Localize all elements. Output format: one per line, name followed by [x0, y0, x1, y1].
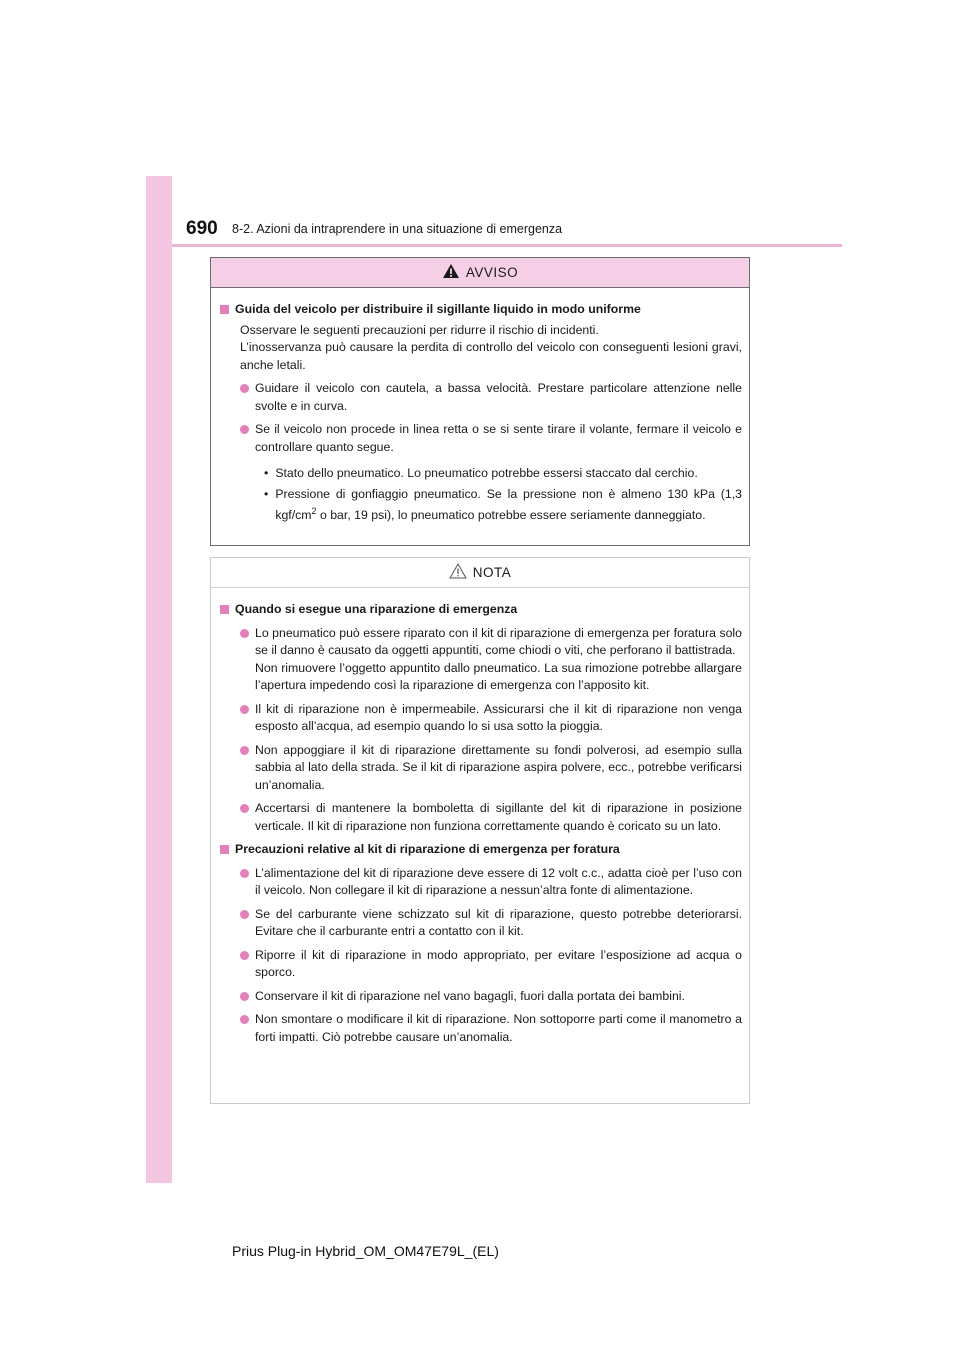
- warning-box-header: [211, 258, 749, 288]
- warning-bullet-2: Se il veicolo non procede in linea retta o se si sente tirare il volante, fermare il veicolo e controllare quanto segue.: [220, 421, 742, 456]
- side-color-band: [146, 176, 172, 1183]
- note-bullet-5: L’alimentazione del kit di riparazione deve essere di 12 volt c.c., adatta cioè per l’uso con il veicolo. Non collegare il kit di riparazione a nessun’altra fonte di alimentazione.: [220, 865, 742, 900]
- note-bullet-7: Riporre il kit di riparazione in modo appropriato, per evitare l’esposizione ad acqua o sporco.: [220, 947, 742, 982]
- circle-bullet-icon: [240, 804, 249, 813]
- circle-bullet-icon: [240, 746, 249, 755]
- footer-document-id: Prius Plug-in Hybrid_OM_OM47E79L_(EL): [232, 1243, 499, 1259]
- note-box-header: [211, 558, 749, 588]
- header-rule: [172, 244, 842, 247]
- note-bullet-8: Conservare il kit di riparazione nel vano bagagli, fuori dalla portata dei bambini.: [220, 988, 742, 1006]
- circle-bullet-icon: [240, 629, 249, 638]
- note-bullet-2: Il kit di riparazione non è impermeabile. Assicurarsi che il kit di riparazione non venga esposto all’acqua, ad esempio quando lo si usa sotto la pioggia.: [220, 701, 742, 736]
- circle-bullet-icon: [240, 869, 249, 878]
- warning-sub-item-2: • Pressione di gonfiaggio pneumatico. Se la pressione non è almeno 130 kPa (1,3 kgf/$cm^2$ o bar, 19 psi), lo pneumatico potrebbe essere seriamente danneggiato.: [264, 486, 742, 523]
- note-bullet-4: Accertarsi di mantenere la bomboletta di sigillante del kit di riparazione in posizione verticale. Il kit di riparazione non funziona correttamente quando è coricato su un lato.: [220, 800, 742, 835]
- circle-bullet-icon: [240, 384, 249, 393]
- section-title: 8-2. Azioni da intraprendere in una situazione di emergenza: [232, 222, 563, 236]
- note-bullet-3: Non appoggiare il kit di riparazione direttamente su fondi polverosi, ad esempio sulla sabbia al lato della strada. Se il kit di riparazione aspira polvere, ecc., potrebbe verificarsi un’anomalia.: [220, 742, 742, 795]
- warning-sub-item-1: • Stato dello pneumatico. Lo pneumatico potrebbe essersi staccato dal cerchio.: [264, 466, 698, 480]
- warning-heading: Guida del veicolo per distribuire il sigillante liquido in modo uniforme: [220, 301, 742, 319]
- note-bullet-1: Lo pneumatico può essere riparato con il kit di riparazione di emergenza per foratura solo se il danno è causato da oggetti appuntiti, come chiodi o viti, che perforano il battistrada. Non rimuovere l’oggetto appuntito dallo pneumatico. La sua rimozione potrebbe allargare l’apertura impedendo così la riparazione di emergenza con l’apposito kit.: [220, 625, 742, 695]
- warning-para-1: Osservare le seguenti precauzioni per ridurre il rischio di incidenti.: [240, 322, 599, 337]
- square-bullet-icon: [220, 605, 229, 614]
- note-heading-1: Quando si esegue una riparazione di emergenza: [220, 601, 742, 619]
- note-box: [210, 557, 750, 1104]
- note-bullet-9: Non smontare o modificare il kit di riparazione. Non sottoporre parti come il manometro a forti impatti. Ciò potrebbe causare un’anomalia.: [220, 1011, 742, 1046]
- square-bullet-icon: [220, 845, 229, 854]
- warning-triangle-icon: [442, 263, 460, 282]
- circle-bullet-icon: [240, 910, 249, 919]
- circle-bullet-icon: [240, 992, 249, 1001]
- note-bullet-6: Se del carburante viene schizzato sul kit di riparazione, questo potrebbe deteriorarsi. Evitare che il carburante entri a contatto con il kit.: [220, 906, 742, 941]
- warning-box: [210, 257, 750, 546]
- circle-bullet-icon: [240, 705, 249, 714]
- circle-bullet-icon: [240, 951, 249, 960]
- caution-triangle-outline-icon: [449, 563, 467, 582]
- note-title: NOTA: [472, 565, 512, 580]
- warning-body: [211, 288, 749, 525]
- circle-bullet-icon: [240, 425, 249, 434]
- warning-bullet-1: Guidare il veicolo con cautela, a bassa velocità. Prestare particolare attenzione nelle svolte e in curva.: [220, 380, 742, 415]
- page-number: 690: [186, 218, 218, 239]
- warning-para-2: L’inosservanza può causare la perdita di controllo del veicolo con conseguenti lesioni gravi, anche letali.: [240, 340, 742, 372]
- warning-title: AVVISO: [465, 265, 519, 280]
- square-bullet-icon: [220, 305, 229, 314]
- note-heading-2: Precauzioni relative al kit di riparazione di emergenza per foratura: [220, 841, 742, 859]
- circle-bullet-icon: [240, 1015, 249, 1024]
- note-body: [211, 588, 749, 1046]
